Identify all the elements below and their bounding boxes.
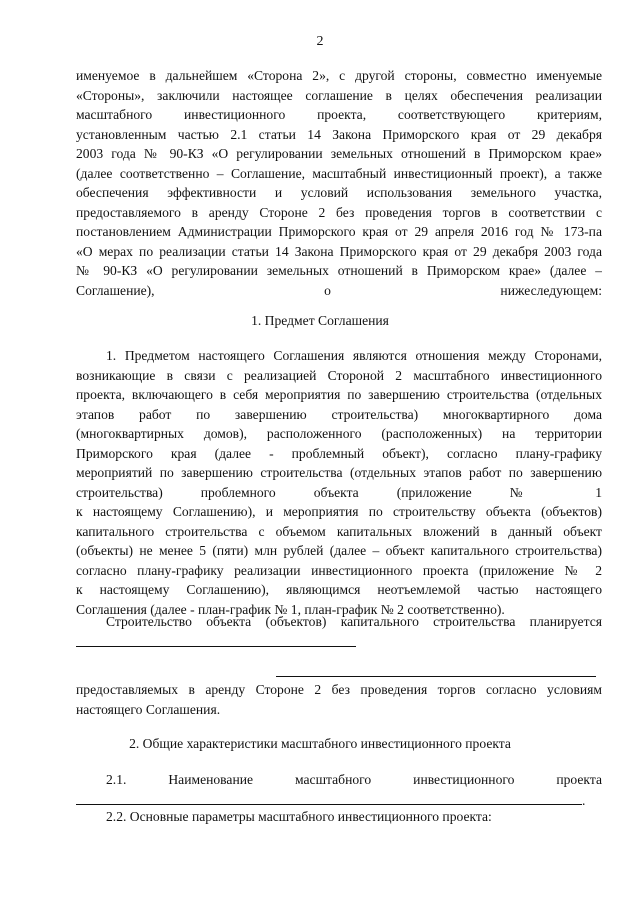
text-line: возникающие в связи с реализацией Стороной 2 масштабного инвестиционного [76, 367, 602, 383]
territory-blank-field[interactable] [76, 632, 356, 647]
page-number: 2 [316, 34, 324, 49]
section-2-heading: 2. Общие характеристики масштабного инвестиционного проекта [129, 736, 511, 751]
text-line: 2.1. Наименование масштабного инвестиционного проекта [106, 772, 602, 787]
text-line: согласно плану-графику реализации инвестиционного проекта (приложение № 2 [76, 562, 602, 578]
text-line: предоставляемых в аренду Стороне 2 без проведения торгов согласно условиям [76, 682, 602, 697]
text-line: 1. Предметом настоящего Соглашения являются отношения между Сторонами, [106, 348, 602, 363]
text-line: (объекты) не менее 5 (пяти) млн рублей (далее – объект капитального строительства) [76, 543, 602, 558]
territory-fill-row [76, 632, 602, 652]
project-name-blank-field[interactable] [76, 790, 582, 805]
text-line: Приморского края (далее - проблемный объект), согласно плану-графику [76, 445, 602, 461]
text-line: проекта, включающего в себя мероприятия по завершению строительства (отдельных [76, 387, 602, 402]
text-line: к настоящему Соглашению), и мероприятия по строительству объекта (объектов) [76, 504, 602, 519]
text-line: именуемое в дальнейшем «Сторона 2», с другой стороны, совместно именуемые [76, 68, 602, 83]
text-line: масштабного инвестиционного проекта, соответствующего критериям, [76, 107, 602, 122]
text-line: этапов работ по завершению строительства) многоквартирного дома [76, 406, 602, 422]
section-1-paragraph-1 [76, 346, 602, 619]
text-line: Соглашения (далее - план-график № 1, план-график № 2 соответственно). [76, 601, 505, 617]
intro-paragraph [76, 66, 602, 320]
text-line: капитального строительства с объемом капитальных вложений в данный объект [76, 523, 602, 539]
text-line: Строительство объекта (объектов) капитального строительства планируется [106, 614, 602, 629]
period-mark: . [582, 793, 586, 808]
text-line: (многоквартирных домов), расположенного (расположенных) на территории [76, 426, 602, 441]
clause-2-1 [76, 770, 602, 790]
text-line: постановлением Администрации Приморского края от 29 апреля 2016 год № 173-па [76, 224, 602, 239]
text-line: (далее соответственно – Соглашение, масштабный инвестиционный проект), а также [76, 165, 602, 181]
section-1-paragraph-2-first-line [76, 612, 602, 632]
text-line: к настоящему Соглашению), являющимся неотъемлемой частью настоящего [76, 582, 602, 597]
text-line: предоставляемого в аренду Стороне 2 без проведения торгов в соответствии с [76, 204, 602, 220]
section-1-paragraph-2-rest [76, 680, 602, 719]
text-line: мероприятий по завершению строительства (отдельных этапов работ по завершению [76, 465, 602, 480]
text-line: «Стороны», заключили настоящее соглашение в целях обеспечения реализации [76, 87, 602, 103]
text-line: № 90-КЗ «О регулировании земельных отношений в Приморском крае» (далее – [76, 263, 602, 278]
address-blank-field[interactable] [276, 662, 596, 677]
text-line: «О мерах по реализации статьи 14 Закона Приморского края от 29 декабря 2003 года [76, 243, 602, 259]
text-line: 2003 года № 90-КЗ «О регулировании земельных отношений в Приморском крае» [76, 146, 602, 161]
address-fill-row [76, 660, 602, 680]
text-line: установленным частью 2.1 статьи 14 Закона Приморского края от 29 декабря [76, 126, 602, 142]
text-line: 2.2. Основные параметры масштабного инвестиционного проекта: [106, 809, 492, 824]
clause-2-2 [76, 807, 602, 827]
text-line: строительства) проблемного объекта (приложение № 1 [76, 484, 602, 500]
section-1-heading: 1. Предмет Соглашения [251, 313, 389, 328]
text-line: обеспечения эффективности и условий использования земельного участка, [76, 185, 602, 200]
text-line: настоящего Соглашения. [76, 701, 221, 717]
text-line: Соглашение), о нижеследующем: [76, 282, 602, 298]
